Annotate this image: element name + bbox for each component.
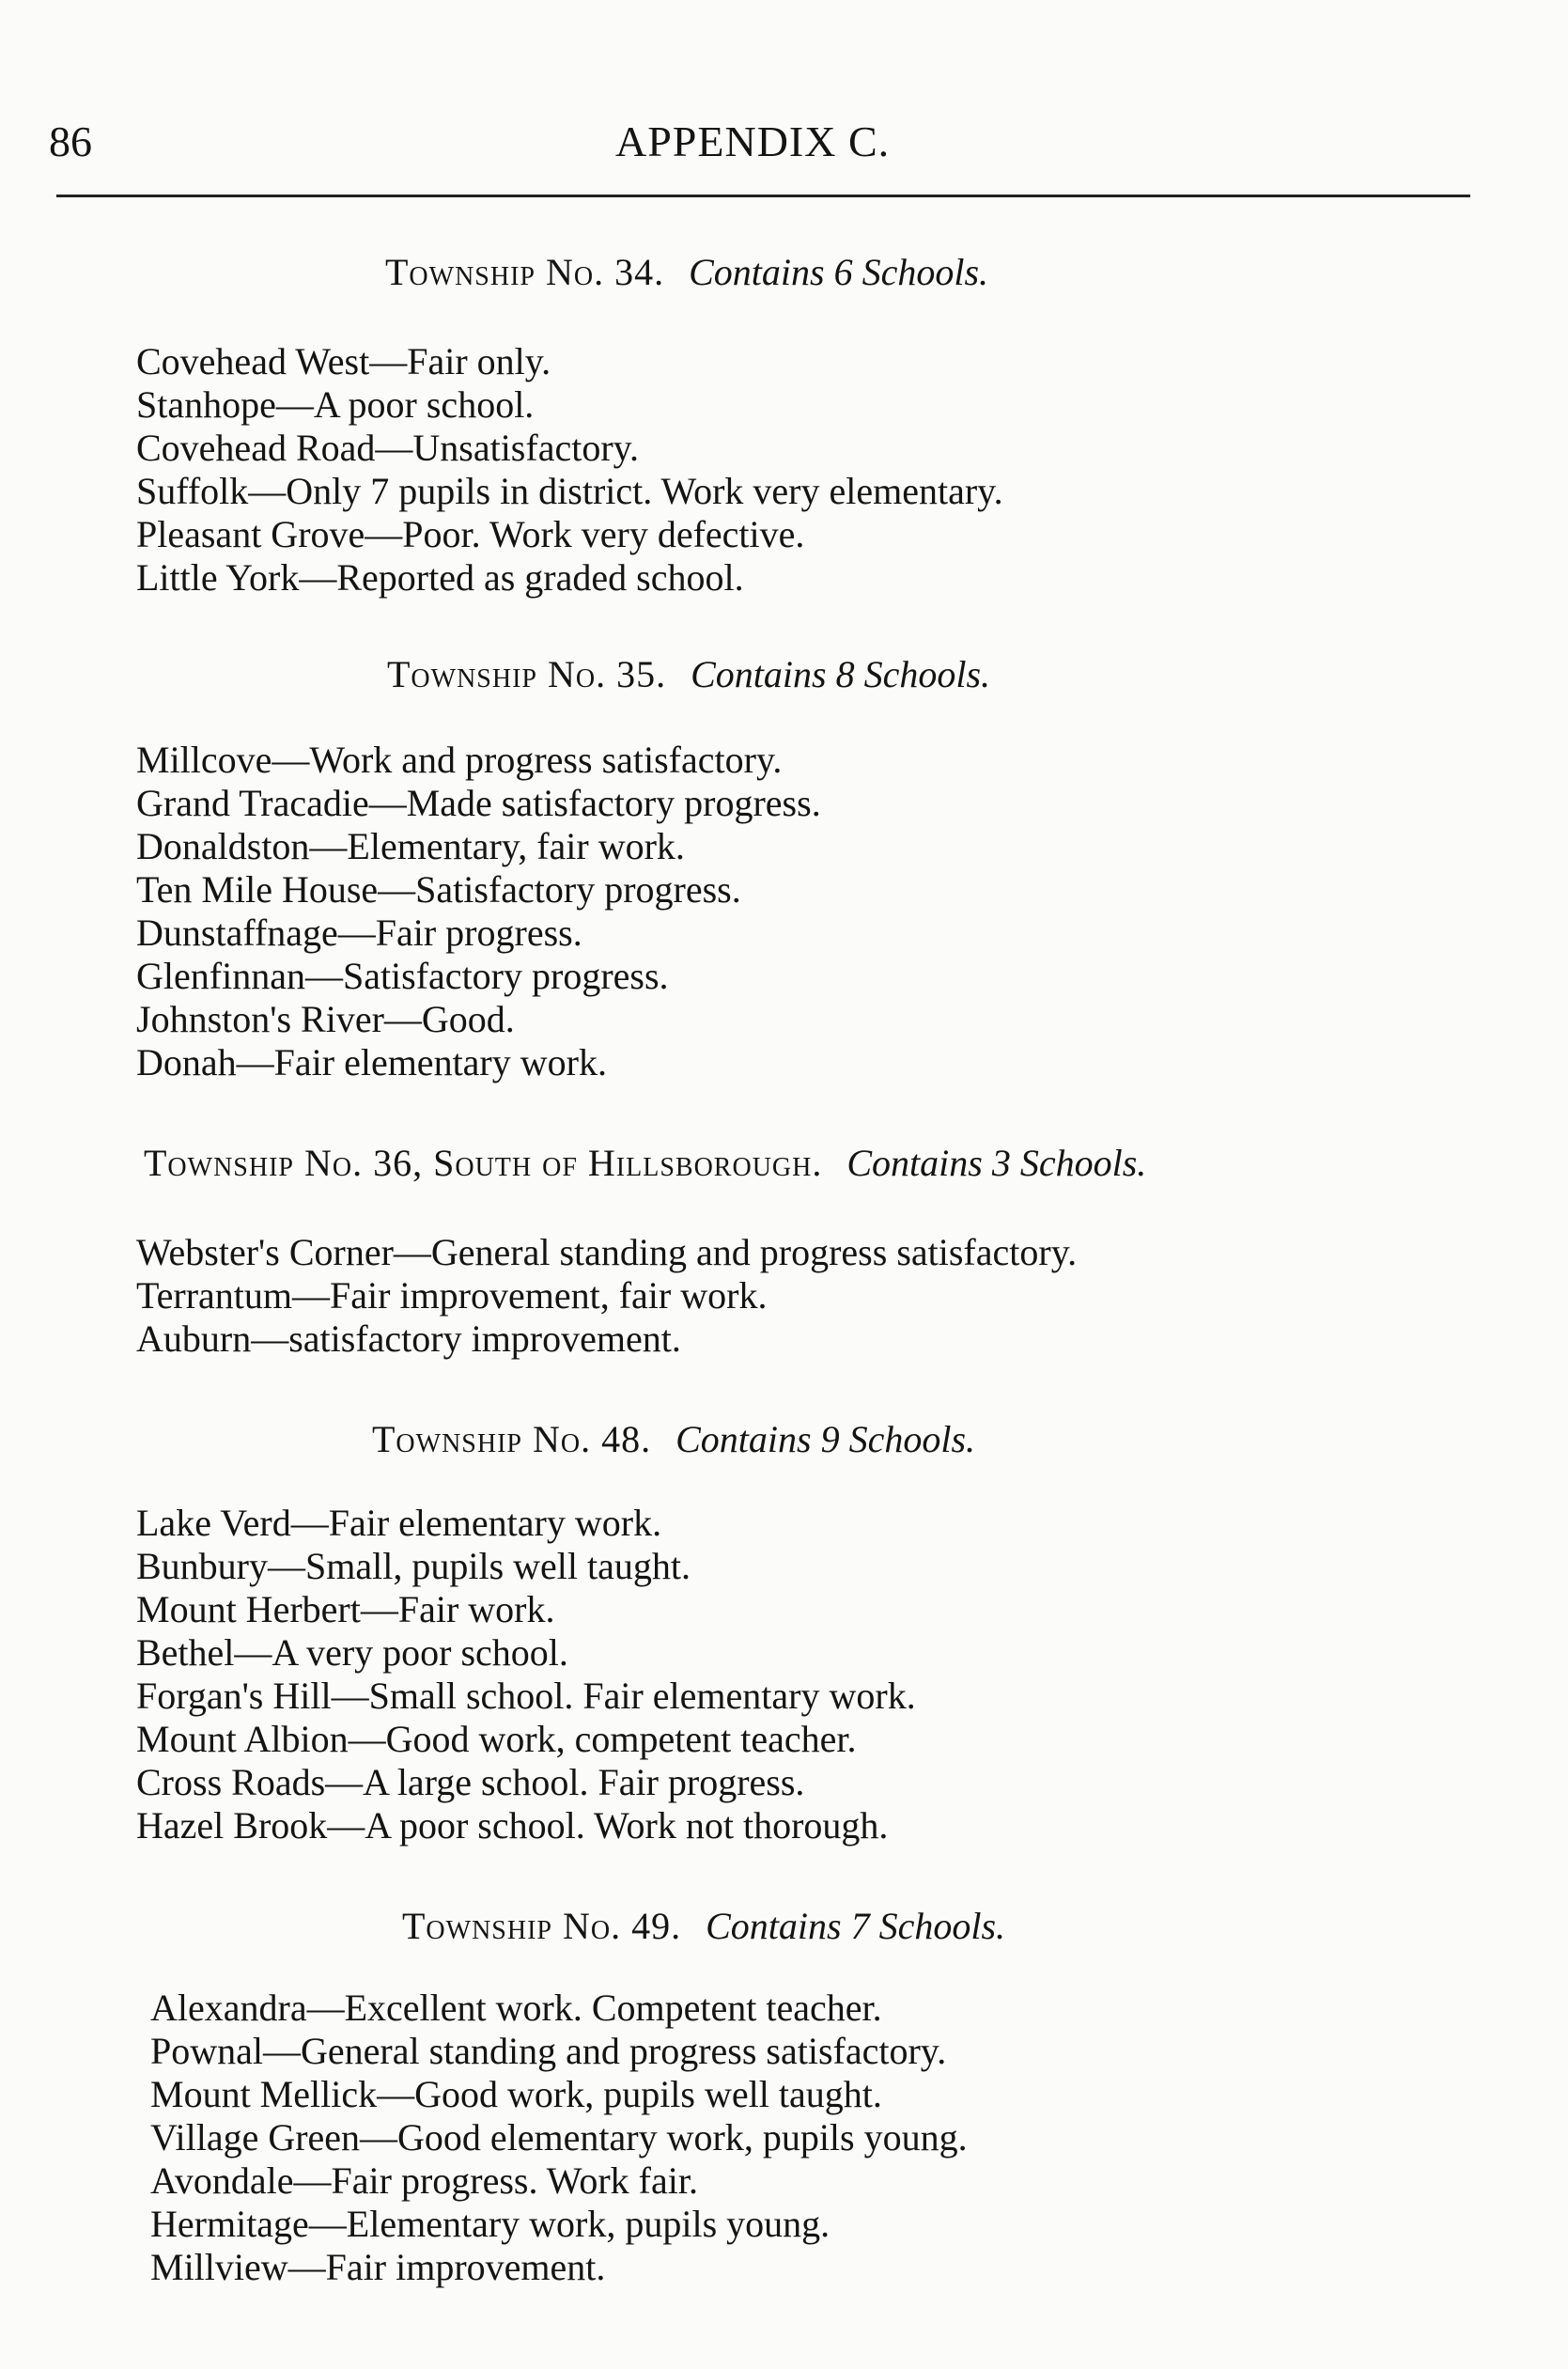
section-heading-township-48 bbox=[372, 1417, 975, 1461]
school-count: Contains 9 Schools. bbox=[675, 1418, 976, 1460]
list-item: Donah—Fair elementary work. bbox=[136, 1041, 607, 1083]
list-item: Bethel—A very poor school. bbox=[136, 1631, 568, 1674]
school-count: Contains 8 Schools. bbox=[691, 653, 991, 695]
section-heading-township-49 bbox=[402, 1904, 1005, 1948]
list-item: Auburn—satisfactory improvement. bbox=[136, 1317, 681, 1360]
list-item: Johnston's River—Good. bbox=[136, 998, 515, 1040]
list-item: Stanhope—A poor school. bbox=[136, 383, 535, 426]
list-item: Bunbury—Small, pupils well taught. bbox=[136, 1545, 691, 1587]
list-item: Glenfinnan—Satisfactory progress. bbox=[136, 955, 669, 997]
list-item: Mount Mellick—Good work, pupils well taught. bbox=[150, 2073, 882, 2115]
section-heading-township-35 bbox=[387, 652, 990, 696]
list-item: Covehead West—Fair only. bbox=[136, 340, 551, 382]
list-item: Covehead Road—Unsatisfactory. bbox=[136, 427, 640, 469]
list-item: Mount Albion—Good work, competent teacher. bbox=[136, 1718, 857, 1760]
running-head: APPENDIX C. bbox=[615, 117, 891, 165]
list-item: Millview—Fair improvement. bbox=[150, 2246, 606, 2288]
entry-list-township-35 bbox=[136, 739, 821, 1084]
list-item: Forgan's Hill—Small school. Fair elementary work. bbox=[136, 1675, 916, 1717]
township-label: Township No. 34. bbox=[385, 251, 665, 293]
entry-list-township-48 bbox=[136, 1502, 916, 1847]
list-item: Millcove—Work and progress satisfactory. bbox=[136, 739, 783, 781]
list-item: Terrantum—Fair improvement, fair work. bbox=[136, 1274, 768, 1317]
section-heading-township-34 bbox=[385, 250, 988, 294]
township-label: Township No. 35. bbox=[387, 653, 667, 695]
township-label: Township No. 48. bbox=[372, 1418, 652, 1460]
school-count: Contains 7 Schools. bbox=[706, 1905, 1006, 1947]
list-item: Cross Roads—A large school. Fair progress. bbox=[136, 1761, 805, 1803]
list-item: Hermitage—Elementary work, pupils young. bbox=[150, 2203, 831, 2245]
list-item: Webster's Corner—General standing and progress satisfactory. bbox=[136, 1231, 1078, 1273]
list-item: Pownal—General standing and progress satisfactory. bbox=[150, 2030, 947, 2072]
township-label: Township No. 36, South of Hillsborough. bbox=[144, 1142, 823, 1184]
list-item: Little York—Reported as graded school. bbox=[136, 556, 744, 599]
list-item: Mount Herbert—Fair work. bbox=[136, 1588, 555, 1630]
header-rule bbox=[56, 195, 1470, 197]
list-item: Avondale—Fair progress. Work fair. bbox=[150, 2159, 698, 2202]
entry-list-township-49 bbox=[150, 1987, 968, 2289]
list-item: Suffolk—Only 7 pupils in district. Work very elementary. bbox=[136, 470, 1003, 512]
list-item: Hazel Brook—A poor school. Work not thorough. bbox=[136, 1804, 889, 1847]
school-count: Contains 3 Schools. bbox=[846, 1142, 1147, 1184]
list-item: Grand Tracadie—Made satisfactory progress. bbox=[136, 782, 821, 824]
list-item: Village Green—Good elementary work, pupils young. bbox=[150, 2116, 968, 2159]
list-item: Ten Mile House—Satisfactory progress. bbox=[136, 868, 741, 911]
list-item: Donaldston—Elementary, fair work. bbox=[136, 825, 685, 867]
page-number: 86 bbox=[49, 117, 92, 165]
township-label: Township No. 49. bbox=[402, 1905, 682, 1947]
school-count: Contains 6 Schools. bbox=[689, 251, 989, 293]
section-heading-township-36 bbox=[144, 1141, 1146, 1185]
entry-list-township-36 bbox=[136, 1231, 1077, 1361]
list-item: Dunstaffnage—Fair progress. bbox=[136, 912, 582, 954]
list-item: Pleasant Grove—Poor. Work very defective. bbox=[136, 513, 805, 555]
list-item: Alexandra—Excellent work. Competent teacher. bbox=[150, 1987, 882, 2029]
list-item: Lake Verd—Fair elementary work. bbox=[136, 1502, 662, 1544]
entry-list-township-34 bbox=[136, 340, 1003, 600]
